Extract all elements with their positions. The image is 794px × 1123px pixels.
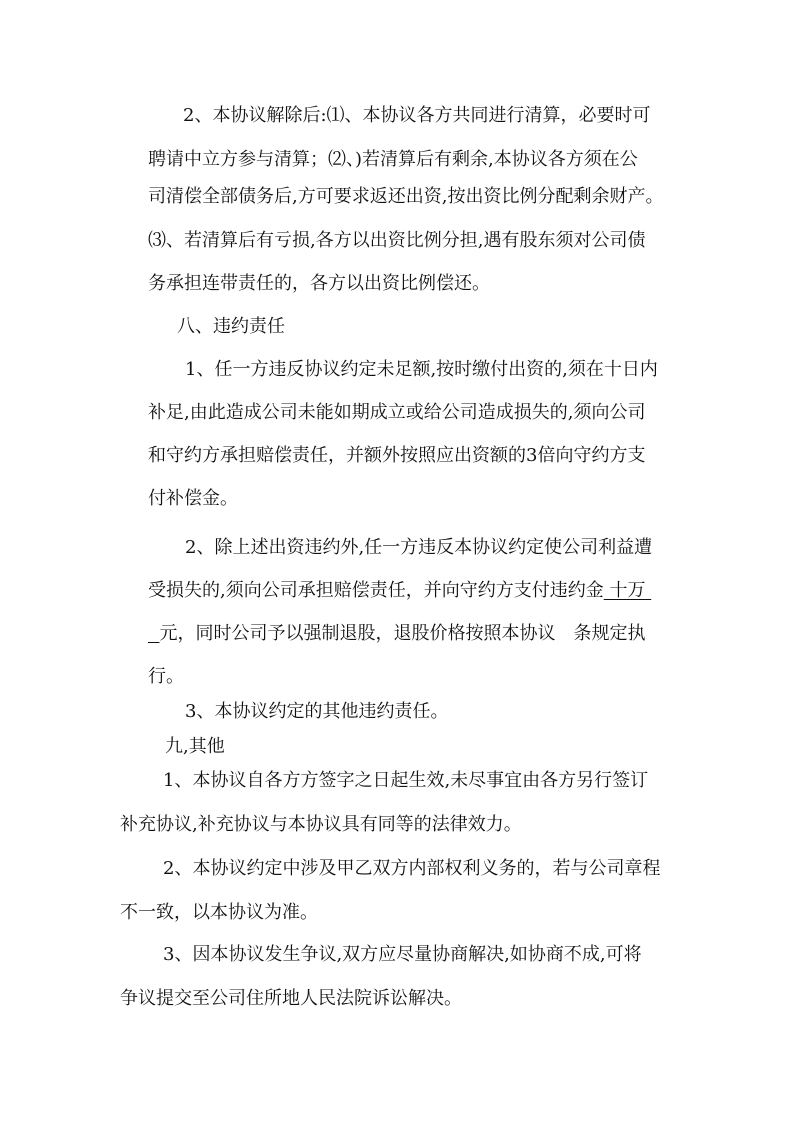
paragraph-line: 3、本协议约定的其他违约责任。	[185, 701, 449, 722]
paragraph-line: 不一致，以本协议为准。	[120, 902, 318, 923]
paragraph-line: 补充协议,补充协议与本协议具有同等的法律效力。	[120, 814, 522, 835]
paragraph-line: 2、除上述出资违约外,任一方违反本协议约定使公司利益遭	[185, 537, 653, 558]
section-heading: 八、违约责任	[177, 316, 285, 337]
paragraph-line: 和守约方承担赔偿责任，并额外按照应出资额的3倍向守约方支	[148, 445, 646, 466]
underline-blank	[148, 623, 159, 644]
paragraph-text: 元，同时公司予以强制退股，退股价格按照本协议 条规定执	[159, 623, 646, 644]
paragraph-line: 行。	[148, 666, 184, 687]
paragraph-line: 司清偿全部债务后,方可要求返还出资,按出资比例分配剩余财产。	[148, 186, 664, 207]
penalty-amount-field	[604, 580, 651, 601]
paragraph-line	[148, 623, 645, 645]
paragraph-line	[148, 580, 651, 602]
paragraph-line: 2、本协议约定中涉及甲乙双方内部权利义务的，若与公司章程	[163, 858, 661, 879]
paragraph-line: 1、本协议自各方方签字之日起生效,未尽事宜由各方另行签订	[163, 770, 649, 791]
paragraph-line: 争议提交至公司住所地人民法院诉讼解决。	[120, 988, 462, 1009]
paragraph-text: 受损失的,须向公司承担赔偿责任，并向守约方支付违约金	[148, 580, 604, 601]
paragraph-line: 付补偿金。	[148, 488, 238, 509]
paragraph-line: ⑶、若清算后有亏损,各方以出资比例分担,遇有股东须对公司债	[148, 230, 646, 251]
paragraph-line: 2、本协议解除后:⑴、本协议各方共同进行清算，必要时可	[183, 105, 651, 126]
paragraph-line: 务承担连带责任的，各方以出资比例偿还。	[148, 273, 490, 294]
paragraph-line: 3、因本协议发生争议,双方应尽量协商解决,如协商不成,可将	[163, 944, 642, 965]
paragraph-line: 1、任一方违反协议约定未足额,按时缴付出资的,须在十日内	[185, 359, 658, 380]
paragraph-line: 聘请中立方参与清算；⑵、)若清算后有剩余,本协议各方须在公	[148, 149, 638, 170]
penalty-amount: 十万	[609, 580, 646, 601]
section-heading: 九,其他	[165, 736, 225, 757]
paragraph-line: 补足,由此造成公司未能如期成立或给公司造成损失的,须向公司	[148, 402, 646, 423]
